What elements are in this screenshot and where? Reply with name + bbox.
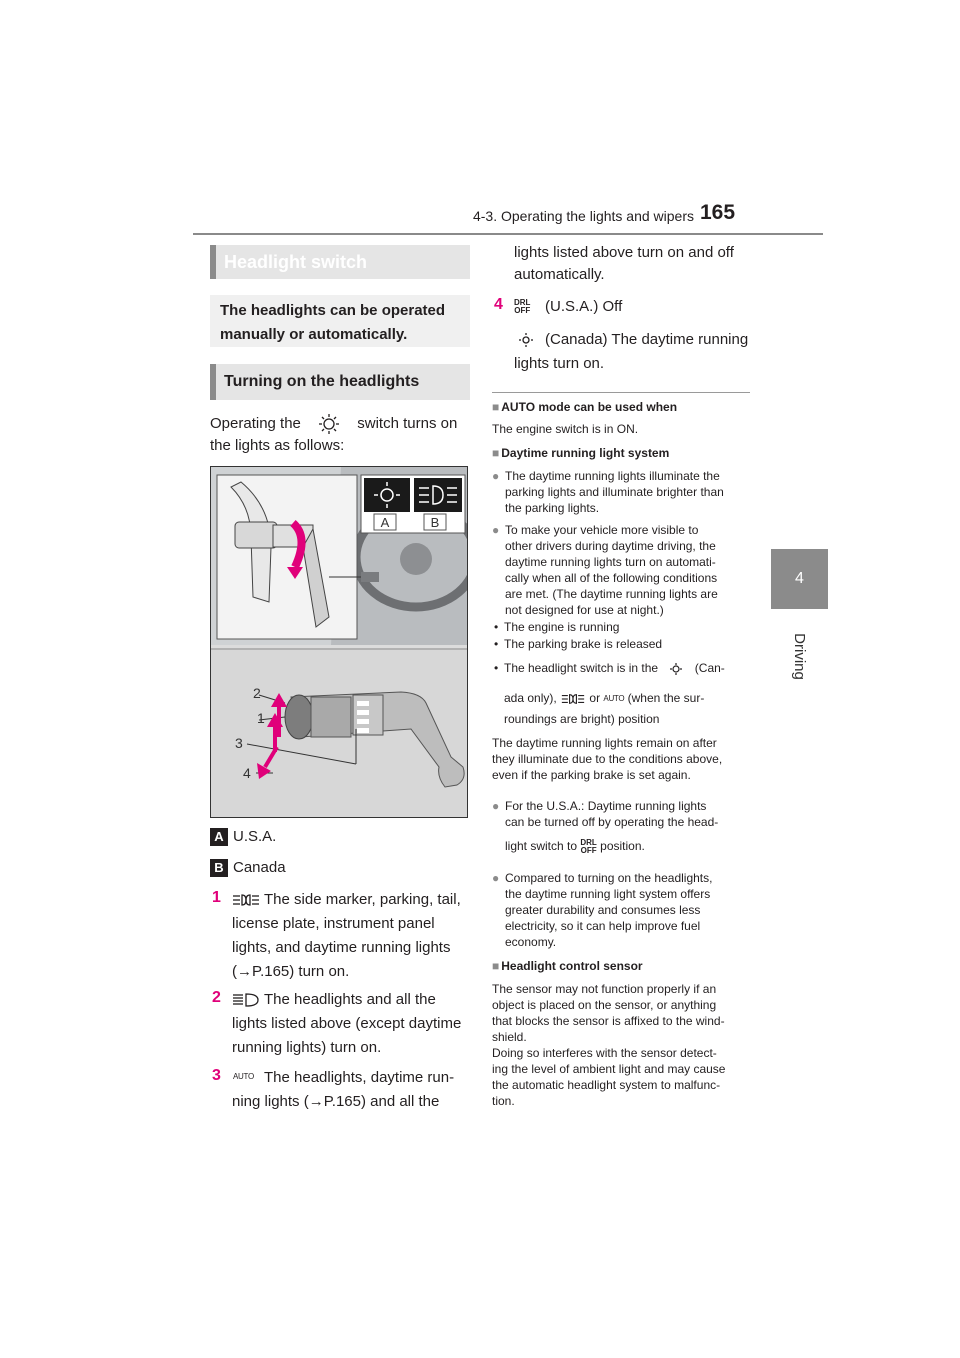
note-heading-drl: ■ Daytime running light system — [492, 446, 670, 460]
page-number: 165 — [700, 201, 736, 224]
item-3-line-2: ning lights (→P.165) and all the — [232, 1093, 440, 1110]
item-3-cont-2: automatically. — [514, 266, 605, 283]
item-number-2: 2 — [212, 989, 221, 1006]
section-heading — [210, 245, 470, 279]
legend-box-b: B — [210, 859, 228, 877]
note-sensor-text: The sensor may not function properly if an object is placed on the sensor, or anything that blocks the sensor is affixed to the wind- shield. Doing so interferes with the sensor detect- ing the level of ambient light and may cause the automatic headlight system to malfunc- tion. — [492, 982, 726, 1108]
note-sub-switch: • The headlight switch is in the (Can- — [492, 660, 752, 676]
intro-box: The headlights can be operated manually or automatically. — [210, 295, 470, 347]
callout-2: 2 — [253, 685, 261, 701]
item-3-cont-1: lights listed above turn on and off — [514, 244, 734, 261]
notes-divider — [492, 392, 750, 393]
operating-line-1 — [210, 413, 457, 435]
note-sub-switch-2: ada only), or AUTO (when the sur- — [504, 691, 705, 705]
note-bullet-usa: ● For the U.S.A.: Daytime running lights can be turned off by operating the head- light switch to DRL OFF position. — [492, 798, 752, 855]
auto-icon: AUTO — [233, 1072, 254, 1081]
note-sub-brake: • The parking brake is released — [492, 636, 752, 652]
operating-text-1: Operating the — [210, 415, 301, 432]
note-sub-engine: • The engine is running — [492, 619, 752, 635]
item-4-line-3: lights turn on. — [514, 355, 605, 372]
item-1-line-4: (→P.165) turn on. — [232, 963, 350, 980]
headlights-icon — [232, 993, 260, 1007]
note-sub-switch-3: roundings are bright) position — [504, 712, 660, 726]
operating-line-2: the lights as follows: — [210, 437, 345, 454]
header-rule — [193, 233, 823, 235]
item-number-4: 4 — [494, 296, 503, 313]
callout-3: 3 — [235, 735, 243, 751]
item-1-line-2: license plate, instrument panel — [232, 915, 435, 932]
headlight-switch-figure — [210, 466, 468, 818]
note-text-engine: The engine switch is in ON. — [492, 422, 639, 436]
note-heading-auto: ■ AUTO mode can be used when — [492, 400, 678, 414]
note-bullet-durability: ● Compared to turning on the headlights, the daytime running light system offers greater durability and consumes less electricity, so it can help improve fuel economy. — [492, 870, 752, 950]
figure-illustration — [211, 467, 468, 818]
drl-on-small-icon — [661, 663, 691, 675]
subsection-heading-text: Turning on the headlights — [224, 373, 420, 390]
section-heading-text: Headlight switch — [224, 251, 368, 272]
parking-lights-icon — [232, 893, 260, 907]
headlight-switch-icon — [305, 413, 353, 435]
note-remain: The daytime running lights remain on after they illuminate due to the conditions above, even if the parking brake is set again. — [492, 736, 723, 782]
parking-lights-small-icon — [560, 693, 586, 705]
chapter-tab[interactable]: 4 — [771, 549, 828, 609]
note-heading-sensor: ■ Headlight control sensor — [492, 959, 643, 973]
drl-off-small-icon: DRL OFF — [580, 837, 597, 855]
item-number-1: 1 — [212, 889, 221, 906]
legend-text-a: U.S.A. — [233, 828, 277, 845]
figure-label-b: B — [430, 515, 440, 530]
item-2-line-3: running lights) turn on. — [232, 1039, 382, 1056]
drl-on-icon — [519, 333, 533, 347]
item-4-line-2: (Canada) The daytime running — [545, 331, 749, 348]
figure-label-a: A — [380, 515, 390, 530]
legend-text-b: Canada — [233, 859, 286, 876]
auto-small-icon: AUTO — [603, 693, 625, 703]
item-number-3: 3 — [212, 1067, 221, 1084]
note-bullet-2: ● To make your vehicle more visible to other drivers during daytime driving, the daytime running lights turn on automati- cally when all of the following conditions are met. (The daytime running lights are not designed for use at night.) — [492, 522, 752, 618]
item-2-line-2: lights listed above (except daytime — [232, 1015, 462, 1032]
item-2-line-1: The headlights and all the — [264, 991, 436, 1008]
item-1-line-1: The side marker, parking, tail, — [264, 891, 461, 908]
legend-box-a: A — [210, 828, 228, 846]
drl-off-icon — [514, 299, 530, 315]
callout-4: 4 — [243, 765, 251, 781]
item-3-line-1: The headlights, daytime run- — [264, 1069, 455, 1086]
drl-icon-bottom: OFF — [514, 306, 531, 315]
callout-1: 1 — [257, 710, 265, 726]
drl-icon-top: DRL — [514, 298, 531, 307]
note-bullet-1: ● The daytime running lights illuminate the parking lights and illuminate brighter than the parking lights. — [492, 468, 752, 516]
section-title: 4-3. Operating the lights and wipers — [472, 208, 694, 224]
item-1-line-3: lights, and daytime running lights — [232, 939, 451, 956]
operating-text-2: switch turns on — [357, 415, 458, 432]
subsection-heading — [210, 364, 470, 400]
item-4-line-1: (U.S.A.) Off — [545, 298, 623, 315]
chapter-tab-label: Driving — [791, 633, 808, 680]
